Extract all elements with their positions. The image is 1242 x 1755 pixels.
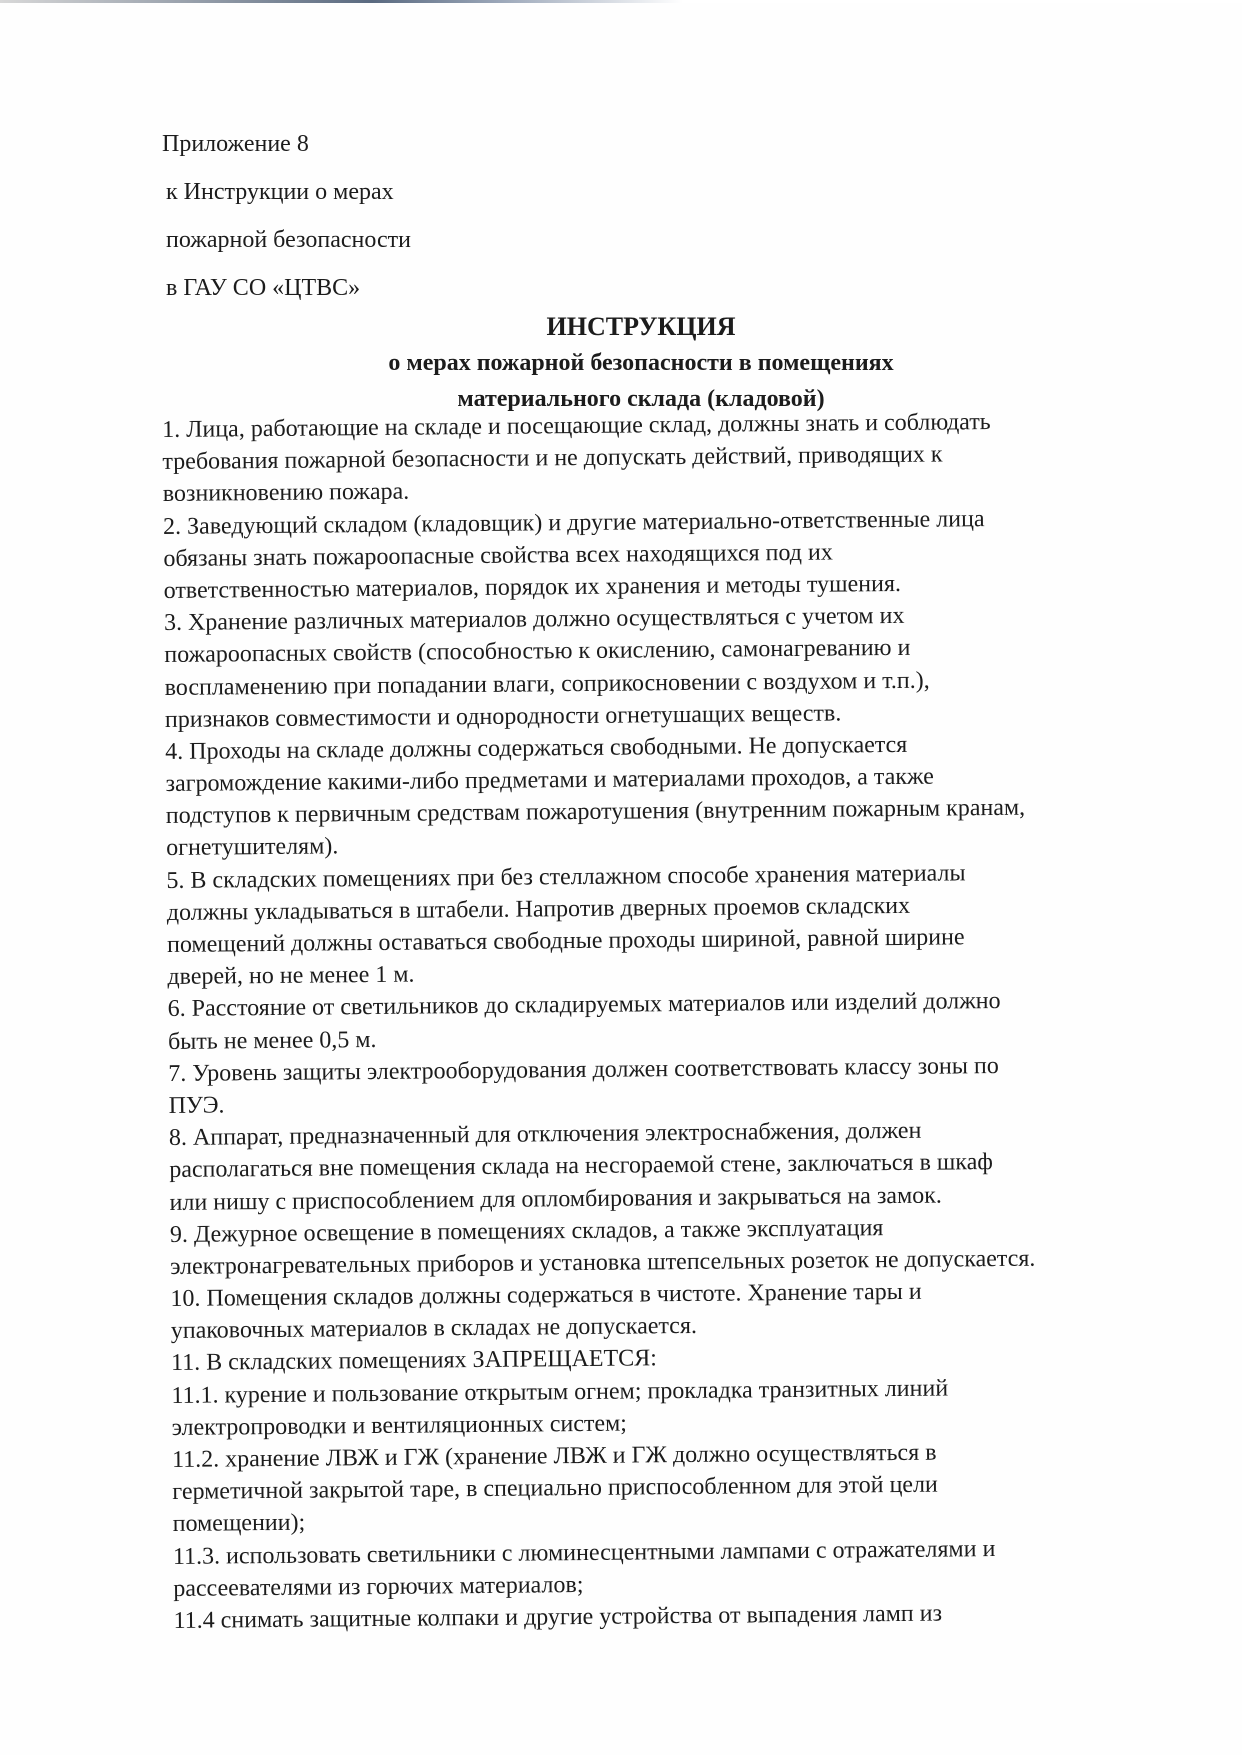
text-line: располагаться вне помещения склада на несгораемой стене, заключаться в шкаф [169,1149,993,1184]
text-line: требования пожарной безопасности и не допускать действий, приводящих к [162,441,943,476]
text-line: упаковочных материалов в складах не допускается. [170,1313,698,1345]
text-line: 2. Заведующий складом (кладовщик) и другие материально-ответственные лица [162,505,985,540]
instruction-body [162,404,1164,1637]
text-line: подступов к первичным средствам пожаротушения (внутренним пожарным кранам, [165,794,1026,830]
text-line: загромождение какими-либо предметами и материалами проходов, а также [165,763,935,798]
text-line: ответственностью материалов, порядок их хранения и методы тушения. [163,570,902,604]
text-line: электропроводки и вентиляционных систем; [171,1410,628,1441]
text-line: 9. Дежурное освещение в помещениях складов, а также эксплуатация [169,1214,884,1248]
document-title: ИНСТРУКЦИЯ [546,312,736,341]
text-line: 11.2. хранение ЛВЖ и ГЖ (хранение ЛВЖ и ГЖ должно осуществляться в [171,1439,937,1473]
text-line: обязаны знать пожароопасные свойства всех находящихся под их [163,539,833,572]
document-subtitle-cont: материального склада (кладовой) [457,386,825,412]
text-line: 5. В складских помещениях при без стеллажном способе хранения материалы [166,859,966,894]
text-line: 4. Проходы на складе должны содержаться свободными. Не допускается [165,731,908,765]
document-subtitle: о мерах пожарной безопасности в помещениях [388,350,894,376]
appendix-reference: к Инструкции о мерах [166,179,394,205]
appendix-number: Приложение 8 [162,131,309,157]
text-line: 7. Уровень защиты электрооборудования должен соответствовать классу зоны по [168,1052,999,1087]
text-line: или нишу с приспособлением для опломбирования и закрываться на замок. [169,1182,942,1216]
text-line: пожароопасных свойств (способностью к окислению, самонагреванию и [164,635,911,669]
text-line: воспламенению при попадании влаги, соприкосновении с воздухом и т.п.), [164,667,930,701]
text-line: герметичной закрытой таре, в специально приспособленном для этой цели [172,1471,938,1506]
text-line: 11.3. использовать светильники с люминесцентными лампами с отражателями и [172,1535,996,1570]
text-line: признаков совместимости и однородности огнетушащих веществ. [164,700,842,733]
text-line: быть не менее 0,5 м. [167,1026,377,1055]
appendix-block [162,120,411,312]
text-line: 10. Помещения складов должны содержаться в чистоте. Хранение тары и [170,1278,922,1313]
appendix-organization: в ГАУ СО «ЦТВС» [166,275,361,301]
scan-edge [0,0,1242,3]
text-line: возникновению пожара. [162,479,410,508]
text-line: помещений должны оставаться свободные проходы шириной, равной ширине [166,924,965,958]
text-line: дверей, но не менее 1 м. [167,961,415,991]
text-line: 8. Аппарат, предназначенный для отключения электроснабжения, должен [168,1117,922,1152]
appendix-reference-cont: пожарной безопасности [166,227,411,253]
text-line: 6. Расстояние от светильников до складируемых материалов или изделий должно [167,988,1001,1023]
text-line: ПУЭ. [168,1092,225,1119]
text-line: электронагревательных приборов и установка штепсельных розеток не допускается. [170,1245,1036,1280]
text-line: 11.1. курение и пользование открытым огнем; прокладка транзитных линий [171,1375,949,1409]
text-line: 11. В складских помещениях ЗАПРЕЩАЕТСЯ: [170,1345,657,1377]
text-line: должны укладываться в штабели. Напротив дверных проемов складских [166,892,911,926]
text-line: помещении); [172,1510,306,1538]
text-line: огнетушителям). [166,833,339,862]
text-line: 3. Хранение различных материалов должно осуществляться с учетом их [163,603,905,637]
text-line: 1. Лица, работающие на складе и посещающие склад, должны знать и соблюдать [162,409,991,443]
text-line: 11.4 снимать защитные колпаки и другие устройства от выпадения ламп из [173,1600,943,1634]
text-line: рассеевателями из горючих материалов; [173,1571,584,1602]
